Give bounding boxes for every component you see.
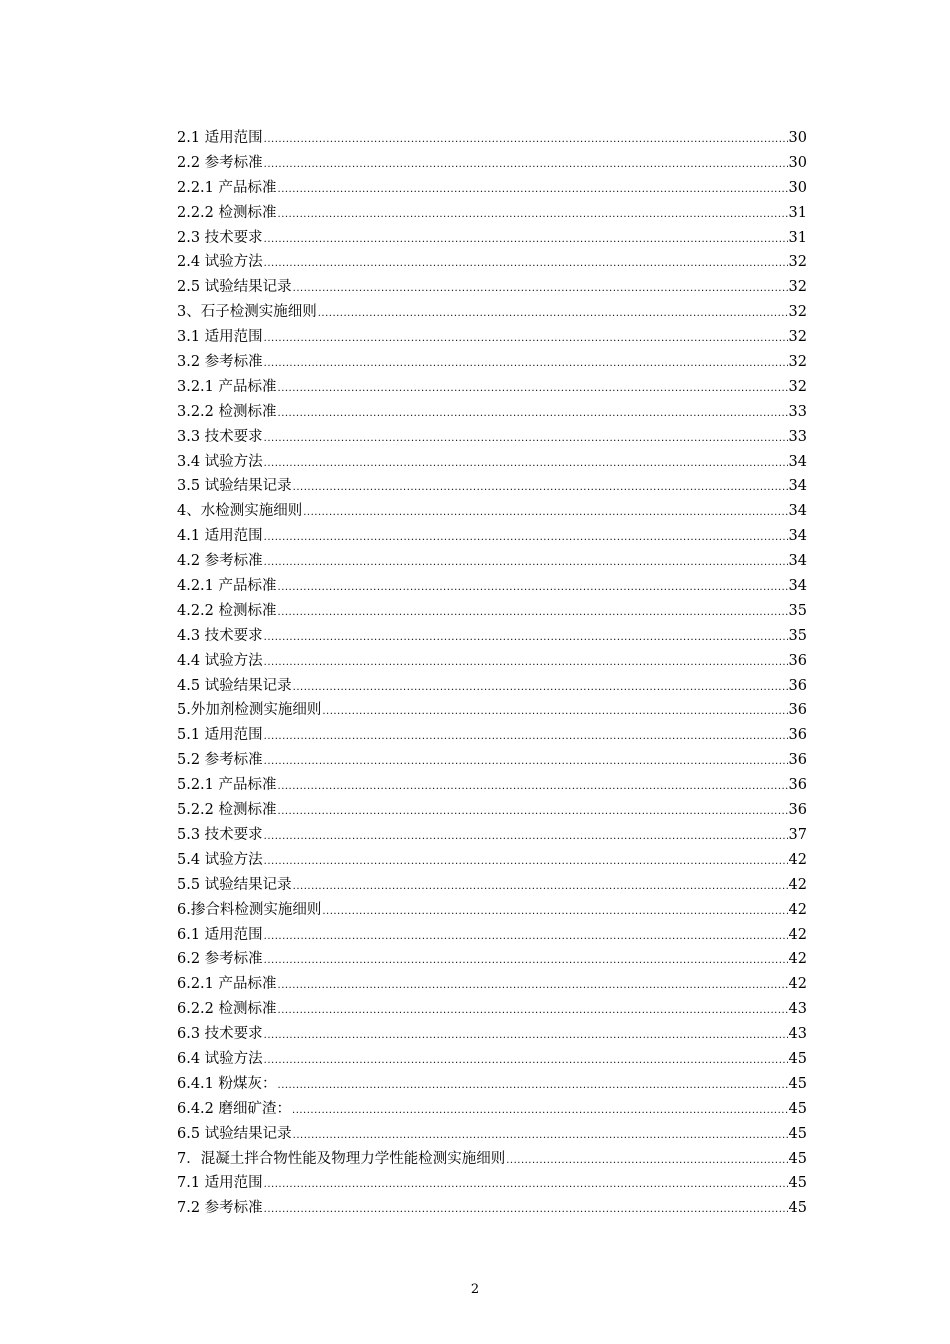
toc-leader-dots: [264, 949, 788, 972]
toc-leader-dots: [264, 252, 788, 275]
toc-entry-title: 6.5 试验结果记录: [177, 1125, 292, 1142]
toc-leader-dots: [293, 1124, 788, 1147]
toc-entry[interactable]: [177, 972, 807, 997]
toc-entry-page: 36: [788, 752, 807, 769]
toc-entry-page: 34: [788, 528, 807, 545]
toc-entry-title: 5.2 参考标准: [177, 752, 263, 769]
toc-leader-dots: [293, 875, 788, 898]
toc-entry-title: 2.3 技术要求: [177, 229, 263, 246]
toc-leader-dots: [293, 676, 788, 699]
toc-leader-dots: [318, 302, 788, 325]
toc-entry[interactable]: [177, 923, 807, 948]
toc-entry-title: 4.5 试验结果记录: [177, 677, 292, 694]
toc-entry[interactable]: [177, 375, 807, 400]
toc-leader-dots: [278, 377, 788, 400]
toc-leader-dots: [278, 178, 788, 201]
toc-entry[interactable]: [177, 1022, 807, 1047]
toc-entry[interactable]: [177, 1047, 807, 1072]
toc-entry[interactable]: [177, 300, 807, 325]
toc-leader-dots: [264, 327, 788, 350]
toc-entry-page: 37: [788, 826, 807, 843]
toc-entry[interactable]: [177, 898, 807, 923]
toc-leader-dots: [264, 1198, 788, 1221]
toc-entry[interactable]: [177, 400, 807, 425]
toc-leader-dots: [264, 750, 788, 773]
toc-entry-title: 6.4.1 粉煤灰：: [177, 1075, 277, 1092]
toc-entry-page: 45: [788, 1075, 807, 1092]
toc-leader-dots: [278, 974, 788, 997]
toc-entry-title: 4.4 试验方法: [177, 652, 263, 669]
toc-entry-title: 6.4 试验方法: [177, 1050, 263, 1067]
toc-entry-title: 2.2.1 产品标准: [177, 179, 277, 196]
toc-entry-page: 35: [788, 627, 807, 644]
toc-entry[interactable]: [177, 474, 807, 499]
toc-entry-page: 36: [788, 652, 807, 669]
toc-entry-title: 6.4.2 磨细矿渣：: [177, 1100, 292, 1117]
toc-entry-title: 2.2 参考标准: [177, 154, 263, 171]
toc-entry-page: 34: [788, 478, 807, 495]
toc-entry-title: 2.2.2 检测标准: [177, 204, 277, 221]
toc-leader-dots: [264, 825, 788, 848]
toc-leader-dots: [264, 651, 788, 674]
toc-entry-page: 45: [788, 1175, 807, 1192]
toc-leader-dots: [322, 900, 787, 923]
toc-entry[interactable]: [177, 823, 807, 848]
toc-entry-page: 35: [788, 602, 807, 619]
toc-entry-title: 3.4 试验方法: [177, 453, 263, 470]
toc-entry-title: 6.1 适用范围: [177, 926, 263, 943]
toc-entry[interactable]: [177, 425, 807, 450]
toc-entry-page: 34: [788, 553, 807, 570]
toc-entry-title: 4.3 技术要求: [177, 627, 263, 644]
toc-entry[interactable]: [177, 674, 807, 699]
toc-entry-title: 3.3 技术要求: [177, 428, 263, 445]
toc-entry[interactable]: [177, 549, 807, 574]
toc-entry[interactable]: [177, 798, 807, 823]
toc-entry[interactable]: [177, 176, 807, 201]
toc-leader-dots: [264, 452, 788, 475]
toc-entry[interactable]: [177, 723, 807, 748]
toc-entry-page: 45: [788, 1050, 807, 1067]
toc-leader-dots: [293, 476, 788, 499]
toc-leader-dots: [264, 153, 788, 176]
toc-entry-title: 6.2.2 检测标准: [177, 1001, 277, 1018]
toc-entry[interactable]: [177, 599, 807, 624]
toc-leader-dots: [506, 1149, 787, 1172]
toc-entry-page: 42: [788, 951, 807, 968]
toc-entry-page: 32: [788, 329, 807, 346]
toc-entry[interactable]: [177, 848, 807, 873]
toc-entry[interactable]: [177, 748, 807, 773]
toc-entry-page: 45: [788, 1150, 807, 1167]
toc-entry-title: 6.3 技术要求: [177, 1026, 263, 1043]
toc-entry-page: 34: [788, 578, 807, 595]
toc-entry-title: 7.2 参考标准: [177, 1200, 263, 1217]
toc-leader-dots: [278, 800, 788, 823]
toc-entry-title: 7.1 适用范围: [177, 1175, 263, 1192]
toc-entry-page: 42: [788, 926, 807, 943]
toc-entry[interactable]: [177, 1147, 807, 1172]
toc-entry-title: 2.5 试验结果记录: [177, 279, 292, 296]
toc-entry[interactable]: [177, 250, 807, 275]
toc-entry-page: 33: [788, 403, 807, 420]
toc-entry[interactable]: [177, 151, 807, 176]
toc-entry[interactable]: [177, 275, 807, 300]
toc-entry-title: 4.2 参考标准: [177, 553, 263, 570]
toc-entry[interactable]: [177, 325, 807, 350]
toc-entry[interactable]: [177, 201, 807, 226]
toc-leader-dots: [264, 1173, 788, 1196]
toc-leader-dots: [264, 925, 788, 948]
toc-entry[interactable]: [177, 524, 807, 549]
toc-entry-page: 45: [788, 1100, 807, 1117]
toc-entry-page: 45: [788, 1200, 807, 1217]
toc-entry-page: 34: [788, 503, 807, 520]
toc-entry-title: 2.1 适用范围: [177, 130, 263, 146]
toc-leader-dots: [322, 700, 787, 723]
toc-entry[interactable]: [177, 873, 807, 898]
toc-entry-page: 34: [788, 453, 807, 470]
toc-entry-page: 36: [788, 777, 807, 794]
toc-entry-page: 32: [788, 254, 807, 271]
toc-entry-page: 30: [788, 154, 807, 171]
toc-entry-page: 30: [788, 179, 807, 196]
toc-leader-dots: [278, 402, 788, 425]
toc-entry-title: 6.掺合料检测实施细则: [177, 901, 322, 918]
toc-leader-dots: [264, 1024, 788, 1047]
toc-entry[interactable]: [177, 1072, 807, 1097]
toc-entry-title: 3.2.1 产品标准: [177, 378, 277, 395]
table-of-contents: [177, 126, 807, 1221]
toc-entry-page: 32: [788, 304, 807, 321]
toc-leader-dots: [264, 427, 788, 450]
toc-entry-page: 42: [788, 901, 807, 918]
toc-entry-page: 31: [788, 229, 807, 246]
toc-leader-dots: [278, 775, 788, 798]
toc-leader-dots: [303, 501, 787, 524]
toc-entry-title: 3.5 试验结果记录: [177, 478, 292, 495]
toc-entry-page: 36: [788, 677, 807, 694]
toc-leader-dots: [264, 626, 788, 649]
toc-entry-page: 36: [788, 702, 807, 719]
toc-leader-dots: [293, 277, 788, 300]
toc-entry-title: 5.外加剂检测实施细则: [177, 702, 322, 719]
toc-entry-title: 4.1 适用范围: [177, 528, 263, 545]
toc-entry[interactable]: [177, 1097, 807, 1122]
toc-leader-dots: [278, 203, 788, 226]
toc-entry[interactable]: [177, 649, 807, 674]
toc-entry[interactable]: [177, 1171, 807, 1196]
toc-entry-title: 4.2.1 产品标准: [177, 578, 277, 595]
toc-entry-title: 5.4 试验方法: [177, 851, 263, 868]
toc-entry[interactable]: [177, 450, 807, 475]
toc-entry[interactable]: [177, 226, 807, 251]
toc-entry-title: 4、水检测实施细则: [177, 503, 303, 520]
toc-entry[interactable]: [177, 1196, 807, 1221]
toc-entry[interactable]: [177, 350, 807, 375]
toc-leader-dots: [264, 1049, 788, 1072]
toc-entry-page: 31: [788, 204, 807, 221]
toc-entry-page: 30: [788, 130, 807, 146]
toc-leader-dots: [264, 725, 788, 748]
toc-entry[interactable]: [177, 624, 807, 649]
toc-leader-dots: [264, 850, 788, 873]
toc-entry-page: 36: [788, 802, 807, 819]
toc-entry-page: 33: [788, 428, 807, 445]
toc-leader-dots: [278, 576, 788, 599]
toc-leader-dots: [292, 1099, 788, 1122]
toc-entry-page: 42: [788, 976, 807, 993]
toc-entry-title: 7．混凝土拌合物性能及物理力学性能检测实施细则: [177, 1150, 506, 1167]
toc-entry[interactable]: [177, 499, 807, 524]
toc-leader-dots: [278, 999, 788, 1022]
toc-entry-page: 32: [788, 378, 807, 395]
toc-entry-title: 5.5 试验结果记录: [177, 876, 292, 893]
page-number: 2: [470, 1282, 480, 1297]
toc-entry-title: 3.2 参考标准: [177, 354, 263, 371]
toc-entry-page: 43: [788, 1001, 807, 1018]
toc-entry-title: 4.2.2 检测标准: [177, 602, 277, 619]
toc-entry-page: 36: [788, 727, 807, 744]
toc-entry-title: 2.4 试验方法: [177, 254, 263, 271]
toc-entry[interactable]: [177, 997, 807, 1022]
toc-entry[interactable]: [177, 126, 807, 151]
toc-leader-dots: [278, 601, 788, 624]
toc-leader-dots: [264, 526, 788, 549]
toc-entry-title: 3.2.2 检测标准: [177, 403, 277, 420]
toc-entry-title: 6.2 参考标准: [177, 951, 263, 968]
toc-leader-dots: [264, 352, 788, 375]
toc-entry-page: 45: [788, 1125, 807, 1142]
toc-entry-title: 5.3 技术要求: [177, 826, 263, 843]
toc-entry-title: 3.1 适用范围: [177, 329, 263, 346]
toc-leader-dots: [264, 551, 788, 574]
toc-entry[interactable]: [177, 947, 807, 972]
toc-entry-page: 32: [788, 279, 807, 296]
toc-entry-page: 42: [788, 851, 807, 868]
toc-entry-title: 3、石子检测实施细则: [177, 304, 317, 321]
toc-entry-page: 43: [788, 1026, 807, 1043]
toc-leader-dots: [264, 228, 788, 251]
toc-entry-title: 5.2.1 产品标准: [177, 777, 277, 794]
toc-leader-dots: [264, 128, 788, 151]
toc-entry-page: 32: [788, 354, 807, 371]
toc-entry[interactable]: [177, 773, 807, 798]
toc-entry[interactable]: [177, 574, 807, 599]
toc-leader-dots: [278, 1074, 788, 1097]
toc-entry[interactable]: [177, 698, 807, 723]
toc-entry-title: 5.1 适用范围: [177, 727, 263, 744]
toc-entry[interactable]: [177, 1122, 807, 1147]
toc-entry-page: 42: [788, 876, 807, 893]
toc-entry-title: 6.2.1 产品标准: [177, 976, 277, 993]
toc-entry-title: 5.2.2 检测标准: [177, 802, 277, 819]
